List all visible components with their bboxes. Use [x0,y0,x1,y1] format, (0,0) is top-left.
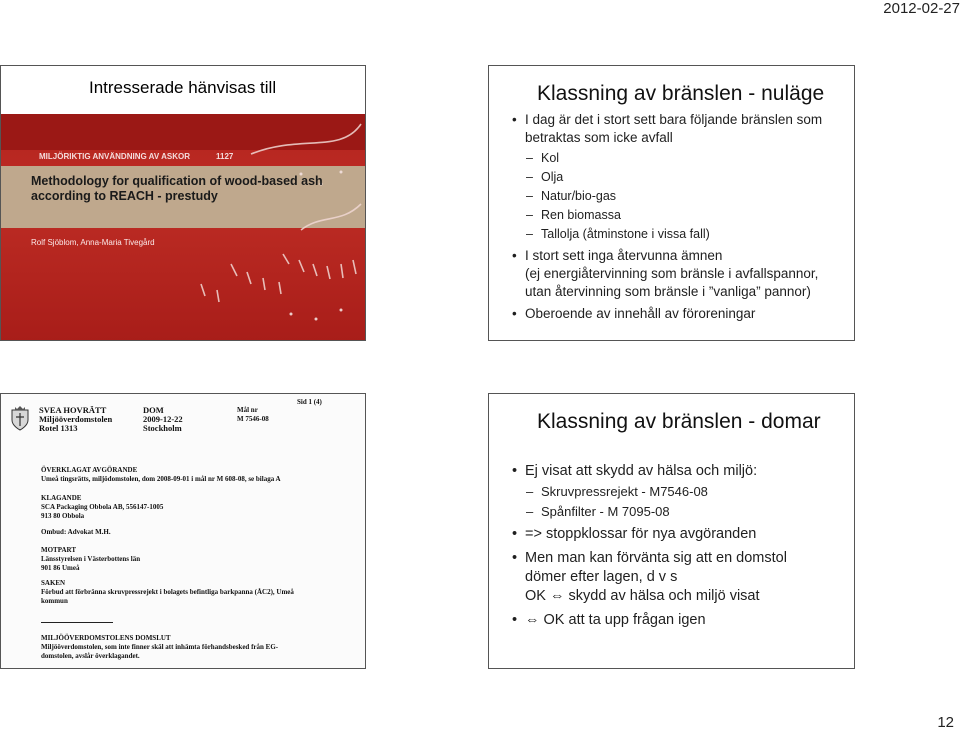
slide-title: Intresserade hänvisas till [89,78,277,97]
doc-divider [41,622,113,623]
dash-icon: – [526,208,533,222]
bullet-item [512,525,757,544]
court-rotel: Rotel 1313 [39,423,78,433]
sub-item: – Olja [526,170,564,184]
bullet-dot-icon: • [512,248,517,263]
section-text: SCA Packaging Obbola AB, 556147-1005 [41,503,164,511]
bullet-text: Ej visat att skydd av hälsa och miljö: [525,463,758,479]
section-text: kommun [41,597,68,605]
dash-icon: – [526,170,533,184]
mal-number: M 7546-08 [237,415,269,423]
slide-title: Klassning av bränslen - domar [537,410,821,433]
section-heading: MOTPART [41,546,77,554]
dom-place: Stockholm [143,423,182,433]
mal-block [237,406,269,424]
sub-item: – Natur/bio-gas [526,189,617,203]
section-text: Umeå tingsrätts, miljödomstolen, dom 2008-09-01 i mål nr M 608-08, se bilaga A [41,475,281,483]
section-text: Förbud att förbränna skruvpressrejekt i bolagets befintliga barkpanna (ÅC2), Umeå [41,588,294,596]
slide-nulage [488,65,855,341]
cover-heading-line1: Methodology for qualification of wood-based ash [31,174,323,188]
section-heading: SAKEN [41,579,66,587]
cover-authors: Rolf Sjöblom, Anna-Maria Tivegård [31,238,155,247]
bullet-text: betraktas som icke avfall [525,130,673,145]
dash-icon: – [526,189,533,203]
dash-icon: – [526,484,534,499]
cover-swirl-decoration [1,114,366,341]
page-number: 12 [937,714,954,731]
doc-section [41,494,163,521]
report-cover-image [1,114,366,341]
dash-icon: – [526,227,533,241]
doc-ombud: Ombud: Advokat M.H. [41,528,111,536]
section-heading: KLAGANDE [41,494,82,502]
doc-section [41,546,140,573]
bullet-text: I stort sett inga återvunna ämnen [525,248,723,263]
bullet-item [512,549,845,606]
double-arrow-icon: ⇔ [525,612,540,628]
slide-domar [488,393,855,669]
slide-court-document [0,393,366,669]
bullet-item [512,611,706,630]
dom-label: DOM [143,405,164,415]
cover-heading-line2: according to REACH - prestudy [31,189,218,203]
section-text: domstolen, avslår överklagandet. [41,652,140,660]
sub-item: – Ren biomassa [526,208,621,222]
sub-item: – Spånfilter - M 7095-08 [526,504,670,519]
bullet-dot-icon: • [512,112,517,127]
bullet-text: Oberoende av innehåll av föroreningar [525,306,756,321]
bullet-item [512,111,845,147]
page-date: 2012-02-27 [883,0,960,17]
bullet-text: dömer efter lagen, d v s [525,569,678,585]
court-division: Miljööverdomstolen [39,414,113,424]
bullet-text: OK ⇔ skydd av hälsa och miljö visat [525,588,760,604]
slide-intresserade [0,65,366,341]
slide-title: Klassning av bränslen - nuläge [537,82,825,105]
bullet-dot-icon: • [512,550,518,566]
court-block [39,406,112,433]
doc-section [41,466,281,484]
section-text: 913 80 Obbola [41,512,85,520]
bullet-text: utan återvinning som bränsle i ”vanliga” pannor) [525,284,811,299]
cover-series: MILJÖRIKTIG ANVÄNDNING AV ASKOR [39,152,190,161]
section-text: 901 86 Umeå [41,564,80,572]
bullet-text: (ej energiåtervinning som bränsle i avfallspannor, [525,266,819,281]
bullet-text: I dag är det i stort sett bara följande bränslen som [525,112,823,127]
bullet-dot-icon: • [512,463,518,479]
bullet-item [512,247,845,301]
doc-section [41,579,294,606]
mal-label: Mål nr [237,406,258,414]
bullet-dot-icon: • [512,526,518,542]
bullet-dot-icon: • [512,306,517,321]
cover-number: 1127 [216,152,234,161]
section-text: Miljööverdomstolen, som inte finner skäl att inhämta förhandsbesked från EG- [41,643,279,651]
sub-item: – Skruvpressrejekt - M7546-08 [526,484,708,499]
dash-icon: – [526,151,533,165]
section-heading: ÖVERKLAGAT AVGÖRANDE [41,466,138,474]
section-heading: MILJÖÖVERDOMSTOLENS DOMSLUT [41,634,171,642]
dash-icon: – [526,504,534,519]
sub-item: – Kol [526,151,560,165]
sub-item: – Tallolja (åtminstone i vissa fall) [526,227,710,241]
court-crest-icon [9,404,31,432]
court-name: SVEA HOVRÄTT [39,405,107,415]
dom-block [143,406,183,433]
section-text: Länsstyrelsen i Västerbottens län [41,555,141,563]
doc-section [41,634,278,661]
cover-heading [31,174,331,204]
doc-page-label: Sid 1 (4) [297,398,322,406]
bullet-text: ⇔ OK att ta upp frågan igen [525,612,706,628]
bullet-item [512,462,758,481]
double-arrow-icon: ⇔ [549,588,565,604]
bullet-text: Men man kan förvänta sig att en domstol [525,550,787,566]
bullet-item [512,305,845,323]
bullet-text: => stoppklossar för nya avgöranden [525,526,757,542]
bullet-dot-icon: • [512,612,518,628]
dom-date: 2009-12-22 [143,414,183,424]
